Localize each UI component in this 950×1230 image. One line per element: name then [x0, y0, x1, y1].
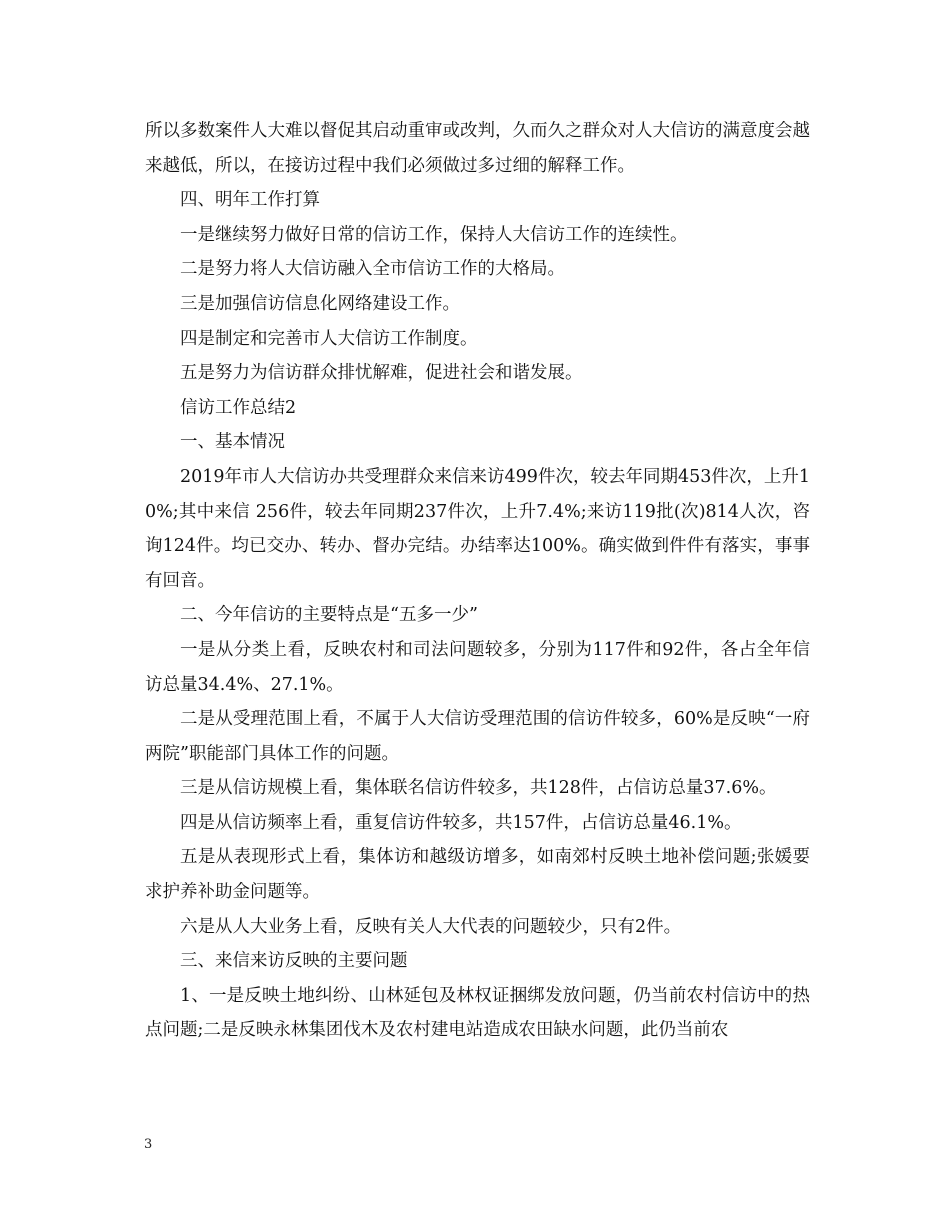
paragraph: 四是制定和完善市人大信访工作制度。: [180, 328, 478, 349]
section-heading: 四、明年工作打算: [180, 190, 320, 211]
section-heading: 三、来信来访反映的主要问题: [180, 951, 408, 972]
paragraph: 六是从人大业务上看，反映有关人大代表的问题较少，只有2件。: [180, 916, 682, 937]
paragraph: 1、一是反映土地纠纷、山林延包及林权证捆绑发放问题，仍当前农村信访中的热点问题;二是反映永林集团伐木及农村建电站造成农田缺水问题，此仍当前农: [145, 985, 810, 1041]
section-heading: 二、今年信访的主要特点是“五多一少”: [180, 605, 478, 626]
paragraph: 五是从表现形式上看，集体访和越级访增多，如南郊村反映土地补偿问题;张媛要求护养补助金问题等。: [145, 847, 810, 903]
page-number: 3: [144, 1137, 153, 1152]
document-body: [145, 114, 810, 1048]
paragraph: 2019年市人大信访办共受理群众来信来访499件次，较去年同期453件次，上升10%;其中来信 256件，较去年同期237件次，上升7.4%;来访119批(次)814人次，咨询124件。均已交办、转办、督办完结。办结率达100%。确实做到件件有落实，事事有回音。: [145, 466, 810, 591]
paragraph: 一是从分类上看，反映农村和司法问题较多，分别为117件和92件，各占全年信访总量34.4%、27.1%。: [145, 639, 810, 695]
paragraph: 五是努力为信访群众排忧解难，促进社会和谐发展。: [180, 363, 583, 384]
paragraph: 二是从受理范围上看，不属于人大信访受理范围的信访件较多，60%是反映“一府两院”职能部门具体工作的问题。: [145, 709, 810, 764]
paragraph: 二是努力将人大信访融入全市信访工作的大格局。: [180, 259, 565, 280]
document-title: 信访工作总结2: [180, 397, 297, 418]
paragraph: 所以多数案件人大难以督促其启动重审或改判，久而久之群众对人大信访的满意度会越来越低，所以，在接访过程中我们必须做过多过细的解释工作。: [145, 121, 810, 176]
paragraph: 三是从信访规模上看，集体联名信访件较多，共128件，占信访总量37.6%。: [180, 778, 777, 799]
paragraph: 三是加强信访信息化网络建设工作。: [180, 293, 460, 314]
paragraph: 四是从信访频率上看，重复信访件较多，共157件，占信访总量46.1%。: [180, 812, 742, 833]
paragraph: 一是继续努力做好日常的信访工作，保持人大信访工作的连续性。: [180, 224, 688, 245]
section-heading: 一、基本情况: [180, 432, 285, 453]
